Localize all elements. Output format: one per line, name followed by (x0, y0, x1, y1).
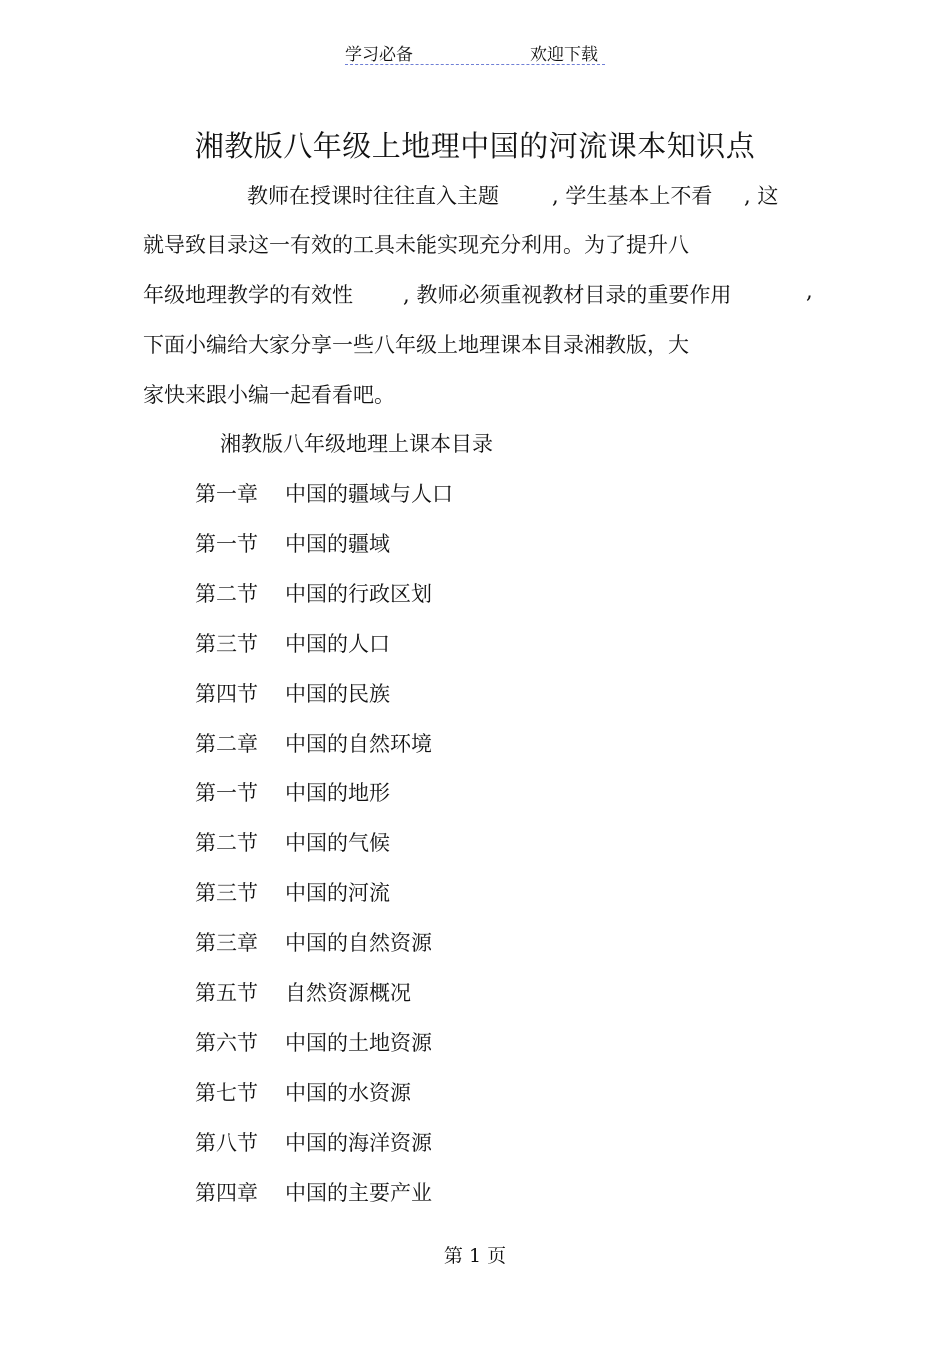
toc-item (195, 1127, 432, 1157)
toc-item-text: 中国的土地资源 (285, 1031, 432, 1055)
toc-item (195, 977, 411, 1007)
intro-line: 下面小编给大家分享一些八年级上地理课本目录湘教版，大 (143, 333, 689, 357)
document-title: 湘教版八年级上地理中国的河流课本知识点 (194, 129, 756, 163)
toc-item-text: 中国的主要产业 (285, 1181, 432, 1205)
toc-item (195, 528, 390, 558)
toc-item-text: 中国的疆域 (285, 532, 390, 556)
toc-item-text: 中国的河流 (285, 881, 390, 905)
intro-line: , (806, 279, 813, 303)
intro-line: , 这 (744, 184, 779, 208)
toc-heading: 湘教版八年级地理上课本目录 (220, 432, 493, 456)
toc-item-number: 第四章 (195, 1181, 258, 1205)
toc-item-number: 第二章 (195, 732, 258, 756)
toc-item-text: 中国的自然资源 (285, 931, 432, 955)
toc-item-number: 第二节 (195, 582, 258, 606)
toc-item-text: 中国的气候 (285, 831, 390, 855)
toc-item-text: 中国的水资源 (285, 1081, 411, 1105)
toc-item-number: 第五节 (195, 981, 258, 1005)
intro-line: 就导致目录这一有效的工具未能实现充分利用。为了提升八 (143, 233, 689, 257)
intro-line: 年级地理教学的有效性 (143, 283, 353, 307)
toc-item (195, 628, 390, 658)
intro-line: , 教师必须重视教材目录的重要作用 (403, 283, 732, 307)
toc-item-text: 中国的行政区划 (285, 582, 432, 606)
toc-item-number: 第八节 (195, 1131, 258, 1155)
intro-line: 教师在授课时往往直入主题 (247, 184, 499, 208)
toc-item-number: 第六节 (195, 1031, 258, 1055)
toc-item-number: 第一节 (195, 781, 258, 805)
toc-item (195, 728, 432, 758)
toc-item-number: 第七节 (195, 1081, 258, 1105)
toc-item-number: 第三节 (195, 881, 258, 905)
toc-item-text: 中国的人口 (285, 632, 390, 656)
toc-item-number: 第四节 (195, 682, 258, 706)
toc-item (195, 777, 390, 807)
intro-line: , 学生基本上不看 (552, 184, 713, 208)
toc-item-number: 第一节 (195, 532, 258, 556)
toc-item (195, 927, 432, 957)
toc-item-text: 自然资源概况 (285, 981, 411, 1005)
toc-item (195, 1027, 432, 1057)
toc-item-text: 中国的疆域与人口 (285, 482, 453, 506)
toc-item (195, 1077, 411, 1107)
toc-item-number: 第三节 (195, 632, 258, 656)
page-number: 第 1 页 (443, 1245, 507, 1267)
header-left-text: 学习必备 (345, 45, 413, 65)
page-header (345, 40, 605, 65)
toc-item (195, 478, 453, 508)
toc-item-text: 中国的民族 (285, 682, 390, 706)
toc-item-number: 第二节 (195, 831, 258, 855)
toc-item (195, 827, 390, 857)
toc-item (195, 877, 390, 907)
toc-item (195, 1177, 432, 1207)
toc-item (195, 678, 390, 708)
intro-line: 家快来跟小编一起看看吧。 (143, 383, 395, 407)
toc-item-text: 中国的自然环境 (285, 732, 432, 756)
toc-item (195, 578, 432, 608)
header-right-text: 欢迎下载 (530, 45, 598, 65)
toc-item-number: 第一章 (195, 482, 258, 506)
toc-item-number: 第三章 (195, 931, 258, 955)
toc-item-text: 中国的地形 (285, 781, 390, 805)
toc-item-text: 中国的海洋资源 (285, 1131, 432, 1155)
